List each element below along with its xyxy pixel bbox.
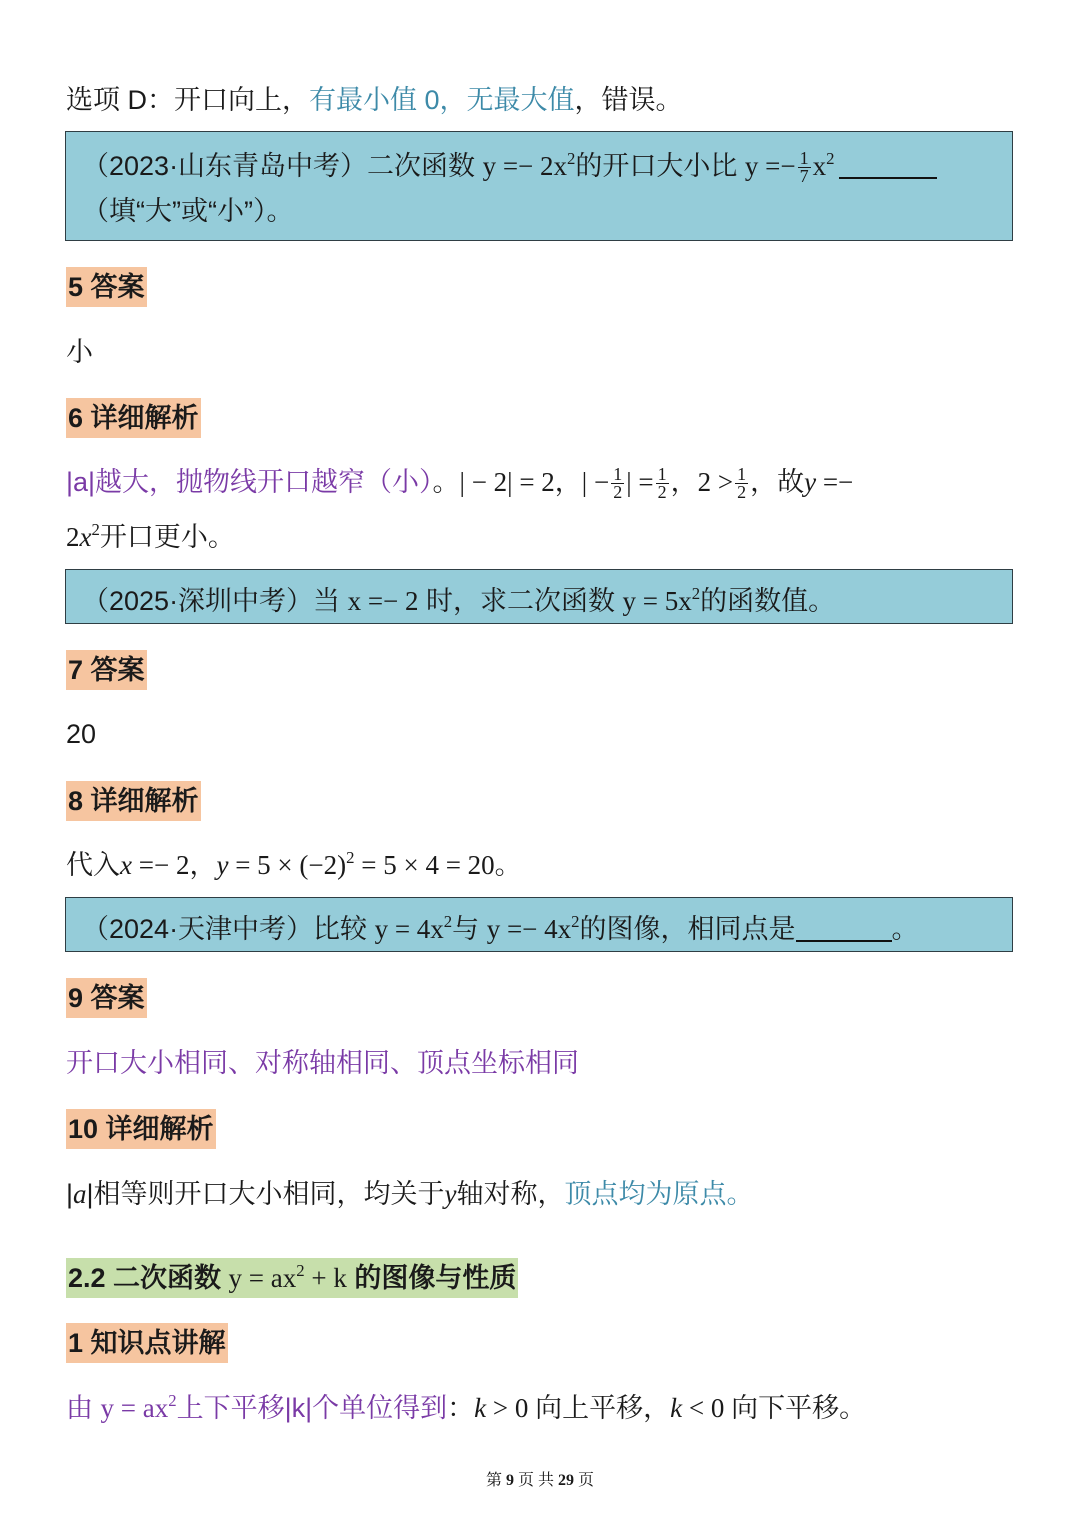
superscript: 2 [91,520,100,540]
fraction-half [611,466,624,501]
answer-7-label: 7 答案 [66,650,147,690]
question-2023-expr1: y =− 2x [482,151,568,181]
question-2025-line [82,581,835,621]
superscript: 2 [296,1261,305,1281]
explanation-6-math-b: | = [626,467,654,497]
knowledge-point-rule [66,1393,447,1423]
explanation-8-eq3: = 5 × 4 = 20 [354,850,495,880]
fraction-one-seventh [798,150,811,185]
question-2025-mid: 时，求二次函数 [418,586,623,616]
answer-9-text: 开口大小相同、对称轴相同、顶点坐标相同 [66,1048,579,1078]
question-box-2023 [65,131,1013,241]
explanation-8-lead: 代入 [66,850,120,880]
answer-9-label: 9 答案 [66,978,147,1018]
explanation-6-label: 6 详细解析 [66,398,201,438]
knowledge-point-up: > 0 向上平移， [486,1393,671,1423]
footer-page-number: 9 [505,1472,514,1489]
explanation-6-rule: |a|越大，抛物线开口越窄（小） [66,467,433,497]
explanation-6-math-a: | − 2| = 2，| − [459,467,610,497]
fraction-numerator: 1 [737,464,747,485]
variable-x: x [120,850,132,880]
period: 。 [432,467,460,497]
superscript: 2 [443,912,453,932]
question-2023-line1 [82,146,937,186]
question-2024-expr1: y = 4x [374,914,444,944]
explanation-6-line2 [66,517,235,557]
explanation-8-label: 8 详细解析 [66,781,201,821]
explanation-10-line [66,1174,754,1214]
superscript: 2 [346,848,355,868]
coefficient: 2 [66,522,80,552]
question-box-2024 [65,897,1013,952]
superscript: 2 [691,584,701,604]
question-box-2025 [65,569,1013,624]
question-2025-expr2: y = 5x [622,586,692,616]
section-tail: 的图像与性质 [346,1263,517,1293]
question-2023-expr2: y =− [744,151,796,181]
option-d-line [66,80,683,120]
explanation-8-line [66,845,522,885]
fraction-numerator: 1 [613,464,623,485]
period: 。 [494,850,522,880]
question-2025-lead: （2025·深圳中考）当 [82,586,348,616]
question-2023-expr3: x [812,151,827,181]
section-expr2: + k [304,1263,347,1293]
question-2025-expr1: x =− 2 [347,586,419,616]
answer-5-label: 5 答案 [66,267,147,307]
footer-pre: 第 [485,1472,506,1489]
explanation-10-vertex: 顶点均为原点。 [564,1179,754,1209]
knowledge-point-label: 1 知识点讲解 [66,1323,228,1363]
colon: ： [447,1393,475,1423]
fraction-numerator: 1 [799,148,809,169]
answer-7-text: 20 [66,719,97,749]
superscript: 2 [571,912,580,932]
footer-post: 页 [574,1472,595,1489]
page-footer [0,1470,1080,1492]
abs-bar: | [66,1179,74,1209]
knowledge-point-shift: 上下平移|k|个单位得到 [176,1393,448,1423]
explanation-10-mid: 轴对称， [456,1179,565,1209]
fraction-denominator: 2 [657,482,667,503]
answer-blank [796,920,892,942]
answer-blank [839,157,937,179]
question-2023-lead: （2023·山东青岛中考）二次函数 [82,151,483,181]
superscript: 2 [826,149,835,169]
question-2024-tail: 的图像，相同点是 [579,914,796,944]
answer-5-text: 小 [66,337,93,367]
fraction-denominator: 7 [799,166,809,187]
question-2025-tail: 的函数值。 [700,586,836,616]
knowledge-point-down: < 0 向下平移。 [682,1393,867,1423]
question-2024-expr2: y =− 4x [486,914,572,944]
footer-mid: 页 共 [513,1472,558,1489]
question-2024-mid: 与 [452,914,487,944]
section-2-2-heading [66,1258,518,1298]
variable-y: y [216,850,229,880]
question-2024-line [82,909,919,949]
question-2023-line2: （填“大”或“小”）。 [82,196,294,226]
question-2024-lead: （2024·天津中考）比较 [82,914,375,944]
superscript: 2 [168,1391,177,1411]
question-2023-mid: 的开口大小比 [575,151,745,181]
section-number: 2.2 二次函数 [68,1263,229,1293]
variable-a: a [73,1179,87,1209]
variable-k: k [670,1393,683,1423]
fraction-denominator: 2 [737,482,747,503]
fraction-half [656,466,669,501]
fraction-half [735,466,748,501]
variable-y: y [804,467,817,497]
explanation-6-tail: 开口更小。 [99,522,235,552]
variable-x: x [79,522,92,552]
superscript: 2 [567,149,576,169]
section-expr1: y = ax [228,1263,297,1293]
explanation-8-eq2: = 5 × (−2) [228,850,347,880]
period: 。 [891,914,919,944]
variable-y: y [444,1179,457,1209]
explanation-8-eq1: =− 2， [131,850,217,880]
explanation-6-therefore: ，故 [750,467,805,497]
explanation-10-text: |相等则开口大小相同，均关于 [86,1179,445,1209]
explanation-10-label: 10 详细解析 [66,1109,216,1149]
knowledge-point-line [66,1388,866,1428]
fraction-denominator: 2 [613,482,623,503]
footer-total-pages: 29 [558,1472,574,1489]
explanation-6-math-e: =− [816,467,854,497]
explanation-6-line1 [66,462,853,502]
option-d-suffix: ，错误。 [574,85,683,115]
variable-k: k [474,1393,487,1423]
knowledge-point-lead: 由 [66,1393,101,1423]
option-d-min: 有最小值 0，无最大值 [309,85,575,115]
fraction-numerator: 1 [657,464,667,485]
explanation-6-math-c: ，2 > [670,467,734,497]
option-d-prefix: 选项 D：开口向上， [66,85,309,115]
knowledge-point-expr: y = ax [100,1393,169,1423]
